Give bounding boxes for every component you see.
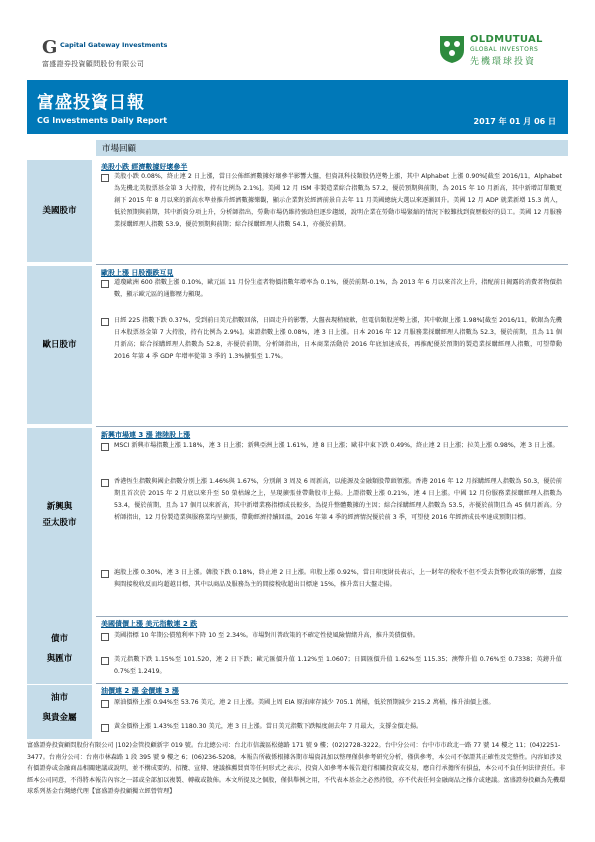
region-bar-em [27, 428, 92, 620]
headline-em: 新興市場連 3 漲 港陸股上漲 [101, 431, 191, 439]
para-em-2: 滬股上漲 0.30%，連 3 日上漲。韓股下跌 0.18%，終止連 2 日上漲。印股上漲 0.92%，當日印度財長表示，上一財年的稅收不但不受去貨幣化政策的影響，直接與間接稅收反而均超越目標，其中以商品及服務為主的間接稅收超出目標達 15%，推升當日大盤走揚。 [114, 569, 562, 588]
bullet-icon [101, 657, 109, 665]
region-label-us: 美國股市 [42, 206, 77, 216]
headline-oil: 油價連 2 漲 金價連 3 漲 [101, 687, 179, 695]
bullet-icon [101, 570, 109, 578]
bullet-icon [101, 174, 109, 182]
headline-us: 美股小跌 經濟數據好壞參半 [101, 163, 188, 171]
para-oil-1: 黃金價格上漲 1.43%至 1180.30 美元，連 3 日上漲。當日美元指數下跌幅度創去年 7 月最大，支撐金價走揚。 [114, 723, 423, 730]
page-header [0, 0, 595, 75]
bullet-icon [101, 443, 109, 451]
om-sub: GLOBAL INVESTORS [470, 46, 539, 53]
headline-bond: 美國債價上漲 美元指數連 2 跌 [101, 620, 198, 628]
region-bar-us [27, 160, 92, 262]
para-em-0: MSCI 新興市場指數上漲 1.18%，連 3 日上漲；新興亞洲上漲 1.61%，連 8 日上漲；歐非中東下跌 0.49%，終止連 2 日上漲；拉美上漲 0.98%，連 3 日上漲。 [114, 442, 559, 449]
om-name: OLDMUTUAL [470, 34, 543, 45]
bullet-icon [101, 700, 109, 708]
oldmutual-logo [438, 30, 568, 70]
region-label-eu: 歐日股市 [42, 340, 77, 350]
region-label-bond-2: 與匯市 [46, 654, 73, 664]
section-eu [96, 266, 568, 424]
region-bar-bond [27, 618, 92, 684]
cg-name-zh: 富盛證券投資顧問股份有限公司 [42, 60, 145, 68]
section-title: 市場回顧 [102, 144, 137, 154]
para-em-1: 香港恆生指數與國企指數分別上漲 1.46%與 1.67%，分別創 3 周及 6 周新高，以能源及金融類股帶頭領漲。香港 2016 年 12 月採購經理人指數為 50.3，優於前期且首次於 2015 年 2 月底以來升至 50 榮枯線之上，呈現擴張並帶動股市上揚。上證指數上漲 0.21%，連 4 日上漲。中國 12 月份服務業採購經理人指數為 53.4，優於前期，且為 17 個月以來新高，其中新增業務指標成長較多，為提升整體數據的主因；綜合採購經理人指數為 53.5，亦優於前期且為 45 個月新高。分析師指出，12 月份製造業與服務業均呈擴張，帶動經濟持續回溫，2016 年第 4 季的經濟情況優於前 3 季，可望使 2016 年經濟成長率達成預期目標。 [114, 478, 562, 521]
divider [96, 264, 568, 265]
para-eu-1: 日經 225 指數下跌 0.37%，受到前日美元指數回落，日圓走升的影響，大盤表現稍疲軟，但電信類股逆勢上漲，其中軟銀上漲 1.98%[截至 2016/11，軟銀為先機日本股票基金第 7 大持股，持有比例為 2.9%]。東證指數上漲 0.08%，連 3 日上漲。日本 2016 年 12 月服務業採購經理人指數為 52.3，優於前期，且為 11 個月新高；綜合採購經理人指數為 52.8，亦優於前期，分析師指出，日本商業活動於 2016 年底加速成長，再推配優於預期的製造業採購經理人指數，可望帶動 2016 年第 4 季 GDP 年增率從第 3 季的 1.3%擴張至 1.7%。 [114, 317, 562, 360]
report-date: 2017 年 01 月 06 日 [473, 117, 556, 126]
bullet-icon [101, 724, 109, 732]
section-us [96, 160, 568, 262]
cg-logo-mark: G [42, 37, 58, 58]
region-label-oil-1: 油市 [50, 693, 68, 703]
region-label-em-2: 亞太股市 [42, 518, 77, 528]
section-header [96, 140, 568, 156]
divider [96, 616, 568, 617]
divider [96, 426, 568, 427]
cg-name-en: Capital Gateway Investments [60, 41, 168, 49]
bullet-icon [101, 318, 109, 326]
para-bond-0: 美國指標 10 年期公債殖利率下降 10 至 2.34%。市場對川普政策的不確定性使風險情緒升高，推升美債價格。 [114, 632, 420, 639]
report-title: 富盛投資日報 [37, 93, 145, 113]
footer-disclaimer: 富盛證券投資顧問股份有限公司 |102)金管投顧新字 019 號。台北總公司：台北市信義區松德路 171 號 9 樓；(02)2728-3222。台中分公司：台中市市政北一路 77 號 14 樓之 11；(04)2251-3477。台南分公司：台南市林森路 1 段 395 號 9 樓之 6；(06)236-5208。本報告所載係根據各期市場資訊加以整理僅供參考研究分析，僅供參考，本公司不保證其正確性及完整性。內容如涉及有價證券或金融商品相關建議或說明，並不構成要約、招攬、宣傳、建議推薦買賣等任何形式之表示，投資人如參考本報告進行相關投資或交易，應自行承擔所有損益，本公司不負任何法律責任。非經本公司同意，不得將本報告內容之一部或全部加以複製、轉載或散佈。本文所提及之個股，僅供舉例之用，不代表本基金之必然持股，亦不代表任何金融商品之推介或建議。富盛證券投顧為先機環球系列基金台灣總代理【富盛證券投顧獨立經營管理】 [27, 742, 566, 795]
region-label-bond-1: 債市 [50, 634, 68, 644]
headline-eu: 歐股上漲 日股漲跌互見 [101, 269, 174, 277]
section-em [96, 428, 568, 620]
divider [96, 683, 568, 684]
para-oil-0: 原油價格上漲 0.94%至 53.76 美元，連 2 日上漲。美國上周 EIA 原油庫存減少 705.1 萬桶，低於預期減少 215.2 萬桶，推升油價上漲。 [114, 699, 495, 706]
title-banner [27, 80, 568, 134]
para-bond-1: 美元指數下跌 1.15%至 101.520，連 2 日下跌；歐元匯價升值 1.12%至 1.0607；日圓匯價升值 1.62%至 115.35；澳幣升值 0.76%至 0.7338；英鎊升值 0.7%至 1.2419。 [114, 656, 562, 675]
bullet-icon [101, 479, 109, 487]
report-subtitle: CG Investments Daily Report [37, 116, 168, 125]
oldmutual-emblem-icon [438, 32, 466, 64]
para-us-0: 美股小跌 0.08%，終止連 2 日上漲，當日公佈經濟數據好壞參半影響大盤，但資訊科技類股仍逆勢上漲，其中 Alphabet 上漲 0.90%[截至 2016/11，Alphabet 為先機北美股票基金第 3 大持股，持有比例為 2.1%]。美國 12 月 ISM 非製造業綜合指數為 57.2，優於預期與前期，為 2015 年 10 月新高，其中新增訂單數更創下 2015 年 8 月以來的新高水準並推升經濟數據樂觀，顯示企業對於經濟前景自去年 11 月美國總統大選以來逐漸回升。美國 12 月 ADP 就業新增 15.3 萬人，低於預期與前期，其中新資分項上升，分析師指出，勞動市場仍維持強勁但逐步趨緩，說明企業在勞動市場緊縮的情況下較難找到資歷較好的員工。美國 12 月服務業採購經理人指數 53.9，優於預期與前期；綜合採購經理人指數 54.1，亦優於前期。 [114, 173, 562, 228]
region-bar-oil [27, 685, 92, 739]
region-label-em-1: 新興與 [46, 502, 73, 512]
region-bar-eu [27, 266, 92, 424]
region-label-oil-2: 與貴金屬 [42, 713, 77, 723]
om-zh: 先機環球投資 [470, 57, 537, 67]
section-oil [96, 685, 568, 739]
section-bond [96, 618, 568, 684]
para-eu-0: 道瓊歐洲 600 指數上漲 0.10%，歐元區 11 月份生產者物價指數年增率為 0.1%，優於前期-0.1%，為 2013 年 6 月以來首次上升，指配前日揭露的消費者物價指數，顯示歐元區的通膨壓力顯現。 [114, 279, 562, 298]
bullet-icon [101, 280, 109, 288]
bullet-icon [101, 633, 109, 641]
